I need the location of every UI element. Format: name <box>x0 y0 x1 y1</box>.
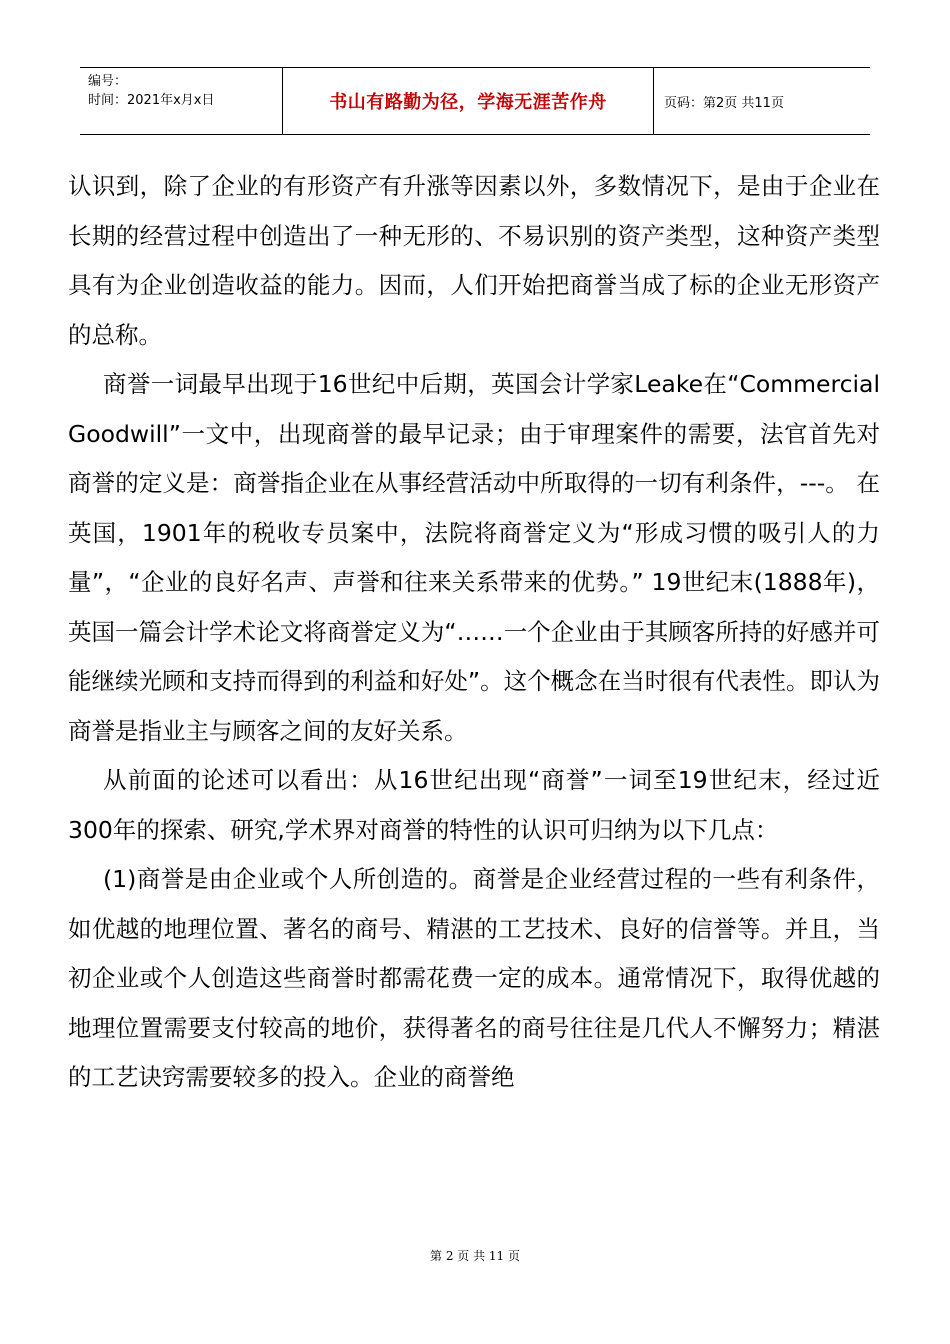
paragraph: 从前面的论述可以看出：从16世纪出现“商誉”一词至19世纪末，经过近300年的探索、研究,学术界对商誉的特性的认识可归纳为以下几点： <box>68 766 880 844</box>
page-footer: 第 2 页 共 11 页 <box>430 1249 520 1263</box>
header-meta <box>80 68 282 134</box>
page-header <box>80 67 870 135</box>
number-label: 编号： <box>88 74 128 89</box>
document-body <box>68 162 880 1103</box>
paragraph: (1)商誉是由企业或个人所创造的。商誉是企业经营过程的一些有利条件，如优越的地理位置、著名的商号、精湛的工艺技术、良好的信誉等。并且，当初企业或个人创造这些商誉时都需花费一定的成本。通常情况下，取得优越的地理位置需要支付较高的地价，获得著名的商号往往是几代人不懈努力；精湛的工艺诀窍需要较多的投入。企业的商誉绝 <box>68 865 880 1091</box>
paragraph: 认识到，除了企业的有形资产有升涨等因素以外，多数情况下，是由于企业在长期的经营过程中创造出了一种无形的、不易识别的资产类型，这种资产类型具有为企业创造收益的能力。因而，人们开始把商誉当成了标的企业无形资产的总称。 <box>68 172 880 349</box>
header-motto: 书山有路勤为径，学海无涯苦作舟 <box>282 68 654 134</box>
time-label: 时间：2021年x月x日 <box>88 93 215 108</box>
header-page-info: 页码：第2页 共11页 <box>664 95 784 111</box>
paragraph: 商誉一词最早出现于16世纪中后期，英国会计学家Leake在“Commercial Goodwill”一文中，出现商誉的最早记录；由于审理案件的需要，法官首先对商誉的定义是：商誉指企业在从事经营活动中所取得的一切有利条件，---。 在英国，1901年的税收专员案中，法院将商誉定义为“形成习惯的吸引人的力量”，“企业的良好名声、声誉和往来关系带来的优势。” 19世纪末(1888年)，英国一篇会计学术论文将商誉定义为“……一个企业由于其顾客所持的好感并可能继续光顾和支持而得到的利益和好处”。这个概念在当时很有代表性。即认为商誉是指业主与顾客之间的友好关系。 <box>68 370 880 745</box>
